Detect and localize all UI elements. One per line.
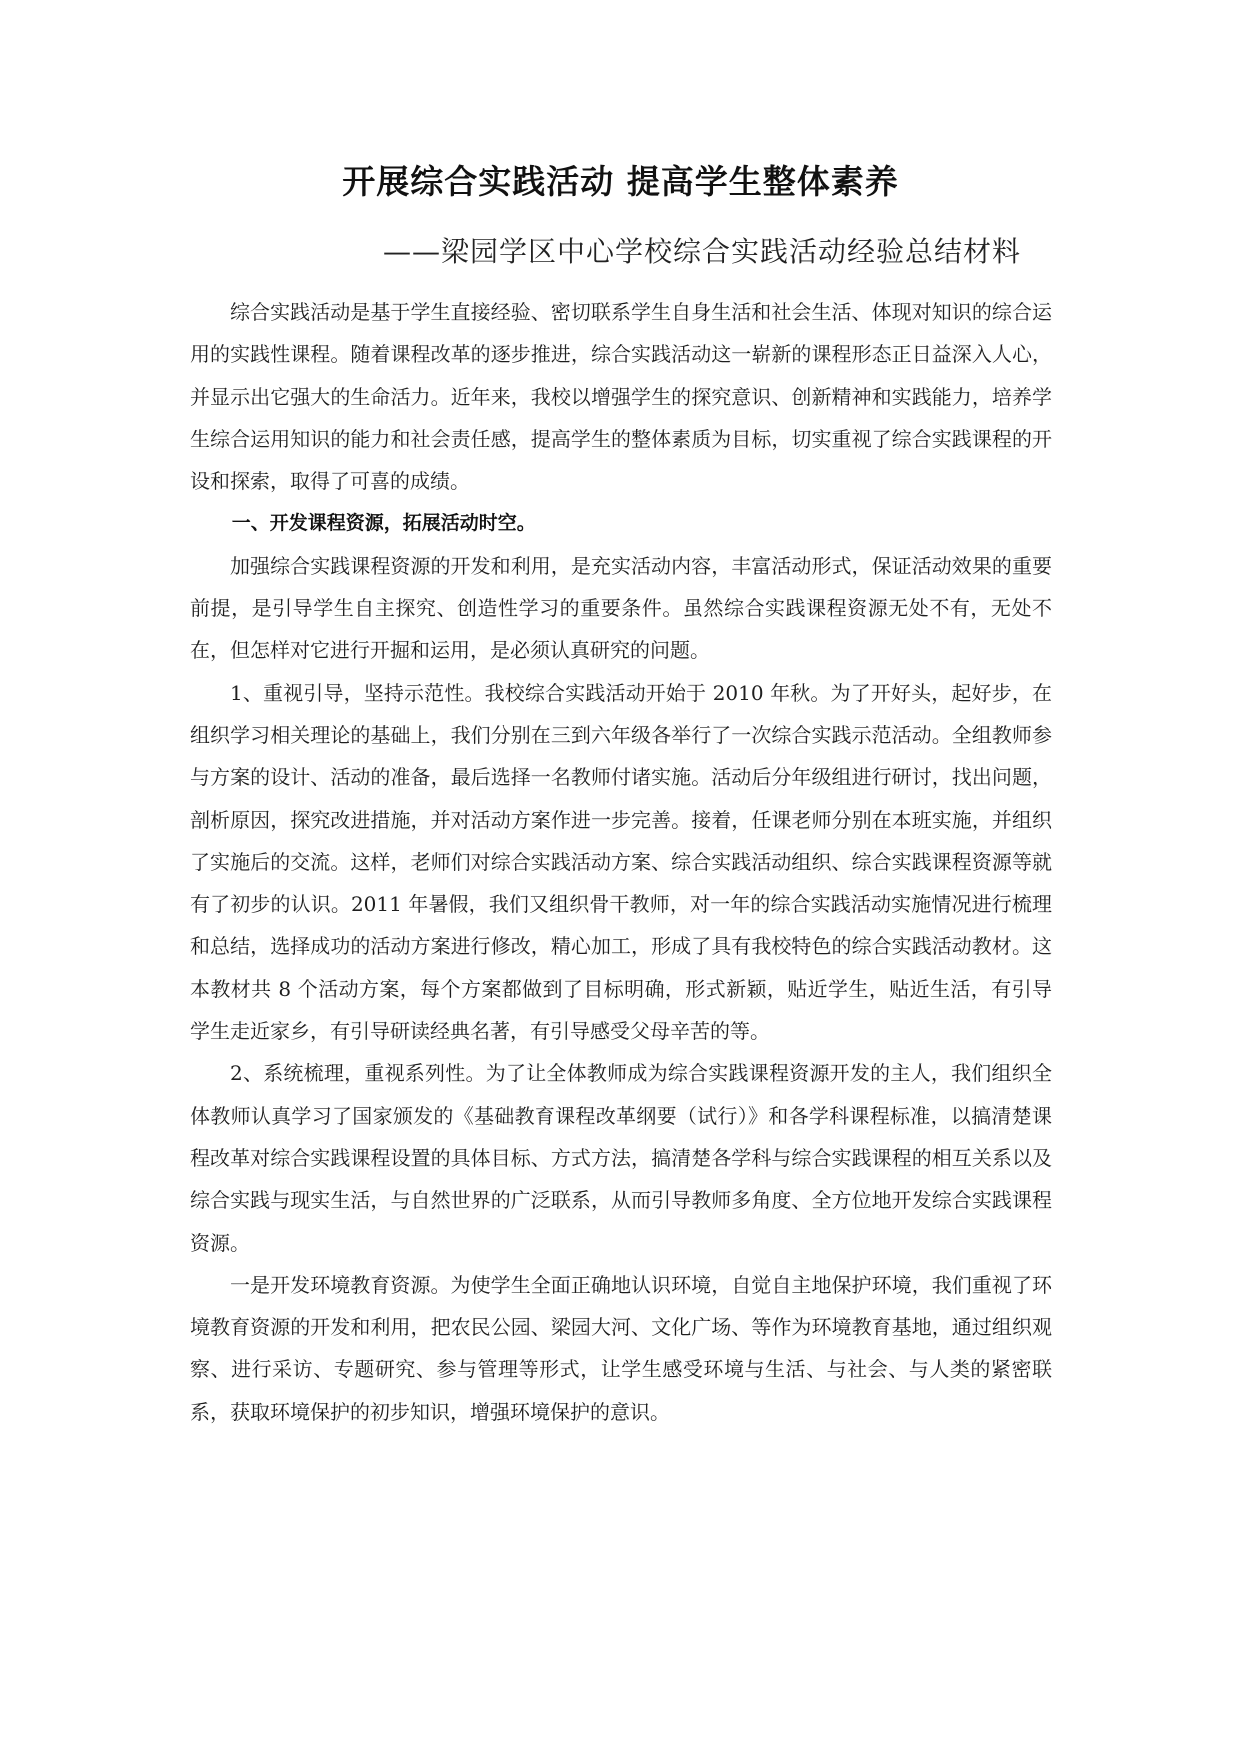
body-paragraph: 2、系统梳理，重视系列性。为了让全体教师成为综合实践课程资源开发的主人，我们组织全体教师认真学习了国家颁发的《基础教育课程改革纲要（试行）》和各学科课程标准，以搞清楚课程改革对综合实践课程设置的具体目标、方式方法，搞清楚各学科与综合实践课程的相互关系以及综合实践与现实生活，与自然世界的广泛联系，从而引导教师多角度、全方位地开发综合实践课程资源。 [190, 1061, 1052, 1255]
document-title: 开展综合实践活动 提高学生整体素养 [342, 162, 899, 201]
body-paragraph: 加强综合实践课程资源的开发和利用，是充实活动内容，丰富活动形式，保证活动效果的重要前提，是引导学生自主探究、创造性学习的重要条件。虽然综合实践课程资源无处不有，无处不在，但怎样对它进行开掘和运用，是必须认真研究的问题。 [190, 553, 1052, 663]
section-heading: 一、开发课程资源，拓展活动时空。 [231, 512, 536, 535]
body-paragraph: 1、重视引导，坚持示范性。我校综合实践活动开始于 2010 年秋。为了开好头，起好步，在组织学习相关理论的基础上，我们分别在三到六年级各举行了一次综合实践示范活动。全组教师参与方案的设计、活动的准备，最后选择一名教师付诸实施。活动后分年级组进行研讨，找出问题，剖析原因，探究改进措施，并对活动方案作进一步完善。接着，任课老师分别在本班实施，并组织了实施后的交流。这样，老师们对综合实践活动方案、综合实践活动组织、综合实践课程资源等就有了初步的认识。2011 年暑假，我们又组织骨干教师，对一年的综合实践活动实施情况进行梳理和总结，选择成功的活动方案进行修改，精心加工，形成了具有我校特色的综合实践活动教材。这本教材共 8 个活动方案，每个方案都做到了目标明确，形式新颖，贴近学生，贴近生活，有引导学生走近家乡，有引导研读经典名著，有引导感受父母辛苦的等。 [190, 680, 1052, 1044]
body-paragraph: 一是开发环境教育资源。为使学生全面正确地认识环境，自觉自主地保护环境，我们重视了环境教育资源的开发和利用，把农民公园、梁园大河、文化广场、等作为环境教育基地，通过组织观察、进行采访、专题研究、参与管理等形式，让学生感受环境与生活、与社会、与人类的紧密联系，获取环境保护的初步知识，增强环境保护的意识。 [190, 1272, 1052, 1424]
document-body [190, 291, 1052, 1433]
document-subtitle: ——梁园学区中心学校综合实践活动经验总结材料 [383, 235, 1022, 268]
intro-paragraph: 综合实践活动是基于学生直接经验、密切联系学生自身生活和社会生活、体现对知识的综合运用的实践性课程。随着课程改革的逐步推进，综合实践活动这一崭新的课程形态正日益深入人心，并显示出它强大的生命活力。近年来，我校以增强学生的探究意识、创新精神和实践能力，培养学生综合运用知识的能力和社会责任感，提高学生的整体素质为目标，切实重视了综合实践课程的开设和探索，取得了可喜的成绩。 [190, 300, 1052, 494]
